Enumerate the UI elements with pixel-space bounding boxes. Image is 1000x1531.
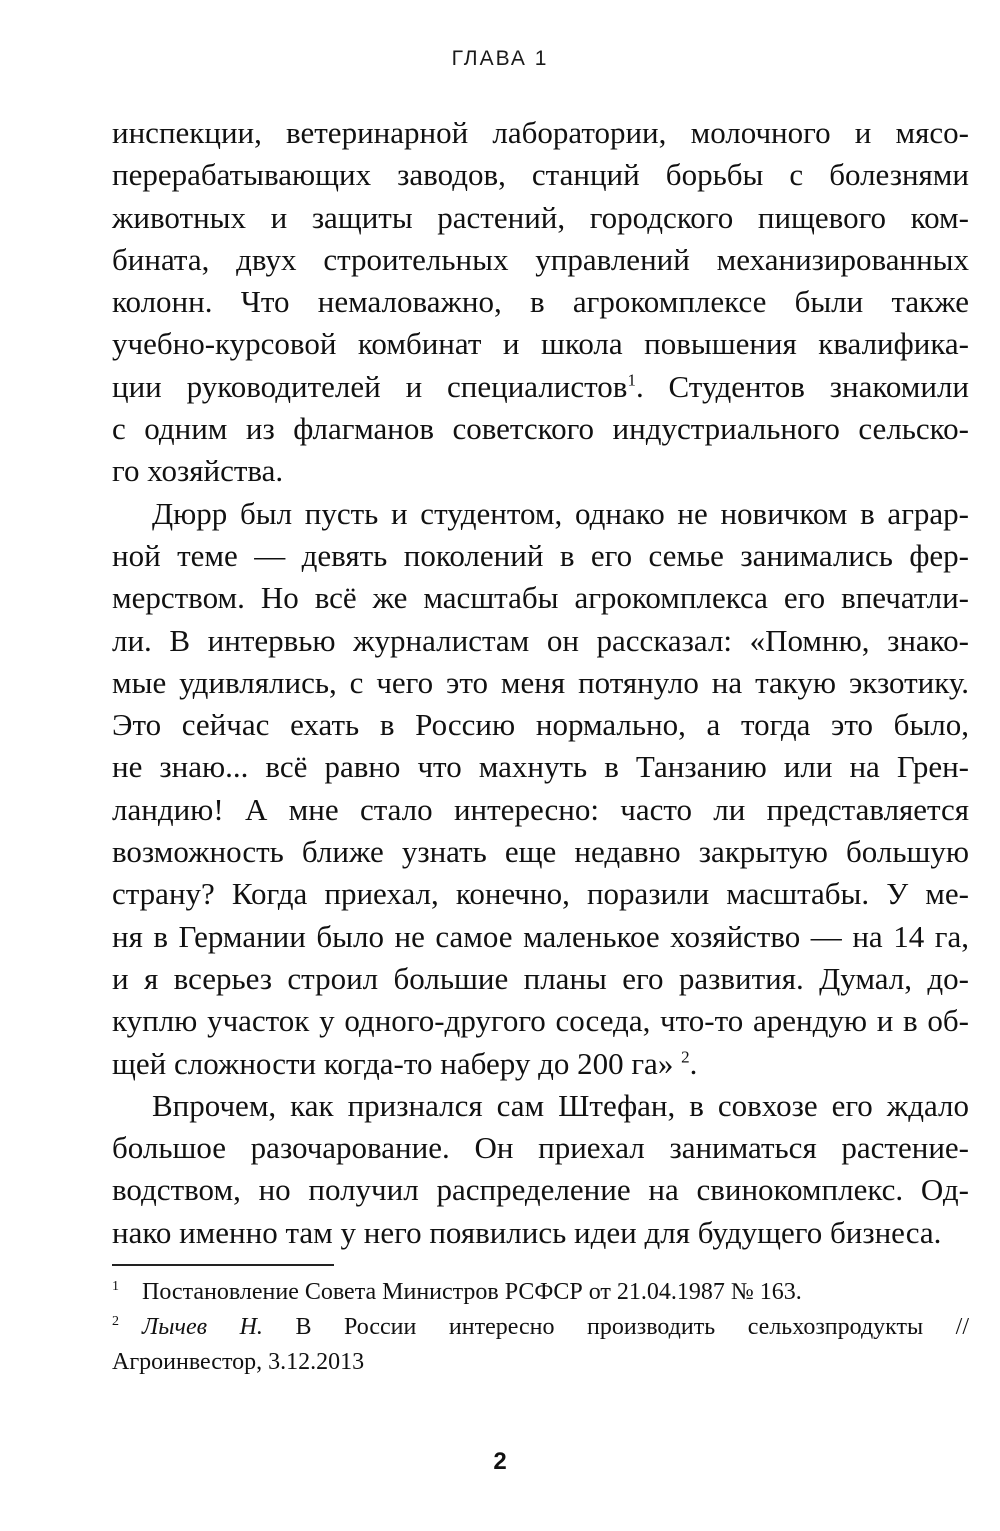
text-line: ня в Германии было не самое маленькое хозяйство — на 14 га, <box>112 918 969 954</box>
paragraph-1 <box>112 112 969 493</box>
text-span: . <box>689 1045 698 1081</box>
text-span: ции руководителей и специалистов <box>112 368 628 404</box>
text-line: Это сейчас ехать в Россию нормально, а тогда это было, <box>112 707 969 743</box>
footnote-divider <box>112 1264 334 1266</box>
text-line <box>112 366 969 408</box>
footnote-text: Постановление Совета Министров РСФСР от 21.04.1987 № 163. <box>142 1279 802 1305</box>
text-line: и я всерьез строил большие планы его развития. Думал, до- <box>112 960 969 996</box>
text-line: бината, двух строительных управлений механизированных <box>112 241 969 277</box>
footnote-ref-1[interactable]: 1 <box>627 370 636 390</box>
text-line: куплю участок у одного-другого соседа, что-то арендую и в об- <box>112 1003 969 1039</box>
text-line: водством, но получил распределение на свинокомплекс. Од- <box>112 1172 969 1208</box>
text-line: возможность ближе узнать еще недавно закрытую большую <box>112 834 969 870</box>
text-line: страну? Когда приехал, конечно, поразили масштабы. У ме- <box>112 876 969 912</box>
text-line: мые удивлялись, с чего это меня потянуло на такую экзотику. <box>112 664 969 700</box>
footnotes <box>112 1275 969 1380</box>
footnote-1: 1 Постановление Совета Министров РСФСР от 21.04.1987 № 163. <box>112 1279 802 1305</box>
text-line: с одним из флагманов советского индустриального сельско- <box>112 411 969 447</box>
paragraph-3 <box>112 1085 969 1254</box>
text-line: ли. В интервью журналистам он рассказал: «Помню, знако- <box>112 622 969 658</box>
page-number: 2 <box>493 1448 507 1475</box>
text-line: ландию! А мне стало интересно: часто ли представляется <box>112 791 969 827</box>
text-span: щей сложности когда-то наберу до 200 га» <box>112 1045 674 1081</box>
text-line: мерством. Но всё же масштабы агрокомплекса его впечатли- <box>112 580 969 616</box>
text-line: Впрочем, как признался сам Штефан, в совхозе его ждало <box>152 1087 969 1123</box>
text-line: го хозяйства. <box>112 453 284 489</box>
text-line: инспекции, ветеринарной лаборатории, молочного и мясо- <box>112 115 969 150</box>
text-line: учебно-курсовой комбинат и школа повышения квалифика- <box>112 326 969 362</box>
text-line: перерабатывающих заводов, станций борьбы с болезнями <box>112 157 969 193</box>
text-span: . Студентов знакомили <box>635 368 970 404</box>
paragraph-2 <box>112 493 969 1085</box>
text-line: нако именно там у него появились идеи для будущего бизнеса. <box>112 1214 942 1250</box>
text-line: ной теме — девять поколений в его семье занимались фер- <box>112 537 969 573</box>
text-line: большое разочарование. Он приехал заниматься растение- <box>112 1130 969 1166</box>
text-line: животных и защиты растений, городского пищевого ком- <box>112 199 969 235</box>
text-line: Дюрр был пусть и студентом, однако не новичком в аграр- <box>152 495 969 531</box>
body-text <box>112 112 969 1254</box>
text-line: колонн. Что немаловажно, в агрокомплексе были также <box>112 284 969 320</box>
text-line <box>112 1043 969 1085</box>
footnote-2: 2 Лычев Н. В России интересно производить сельхозпродукты // <box>112 1314 970 1340</box>
text-line: не знаю... всё равно что махнуть в Танзанию или на Грен- <box>112 749 969 785</box>
footnote-author: Лычев Н. <box>142 1314 263 1340</box>
footnote-text: В России интересно производить сельхозпродукты // <box>262 1314 970 1340</box>
footnote-2-continued: Агроинвестор, 3.12.2013 <box>112 1349 365 1375</box>
footnote-ref-2[interactable]: 2 <box>681 1047 690 1067</box>
running-head: ГЛАВА 1 <box>451 47 549 70</box>
